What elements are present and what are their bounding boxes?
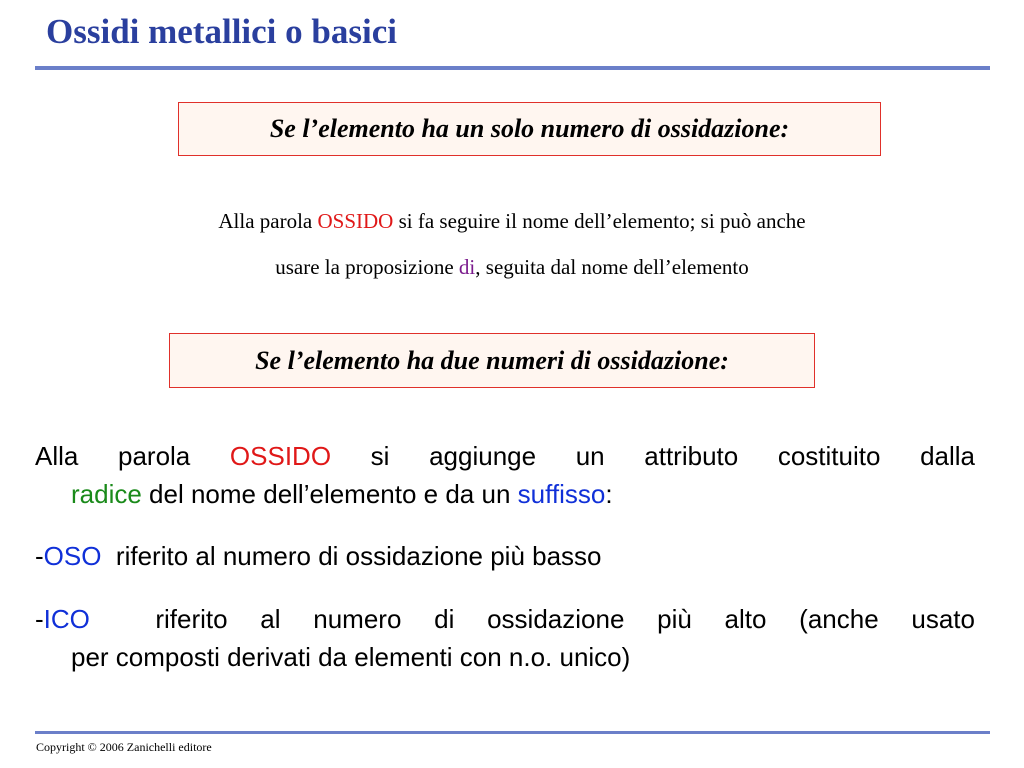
explanation-text: usare la proposizione	[275, 255, 459, 279]
paragraph-text: del nome dell’elemento e da un	[141, 479, 518, 509]
slide-title: Ossidi metallici o basici	[46, 12, 397, 51]
paragraph-text: riferito al numero di ossidazione più basso	[101, 541, 602, 571]
paragraph-text: :	[605, 479, 613, 509]
explanation-line-1	[0, 209, 1024, 234]
copyright-notice: Copyright © 2006 Zanichelli editore	[36, 740, 212, 754]
paragraph-line	[35, 600, 975, 638]
paragraph-line	[35, 638, 975, 676]
paragraph-line	[35, 475, 975, 513]
paragraph-line	[35, 437, 975, 475]
paragraph-text: riferito al numero di ossidazione più alto (anche usato	[89, 604, 975, 634]
rule-box-two-oxidation-text: Se l’elemento ha due numeri di ossidazione:	[255, 345, 729, 375]
top-divider	[35, 66, 990, 70]
paragraph-text: si aggiunge un attributo costituito dalla	[331, 441, 976, 471]
explanation-text: , seguita dal nome dell’elemento	[475, 255, 749, 279]
paragraph-attribute	[35, 437, 975, 513]
paragraph-text: per composti derivati da elementi con n.o. unico)	[71, 642, 631, 672]
keyword-radice: radice	[71, 479, 142, 509]
paragraph-text: Alla parola	[35, 441, 230, 471]
suffix-oso: OSO	[43, 541, 102, 571]
dash: -	[35, 541, 44, 571]
dash: -	[35, 604, 44, 634]
bottom-divider	[35, 731, 990, 734]
keyword-di: di	[458, 255, 476, 279]
explanation-line-2	[0, 255, 1024, 280]
keyword-suffisso: suffisso	[517, 479, 606, 509]
paragraph-suffix-oso	[35, 537, 975, 575]
keyword-ossido: OSSIDO	[229, 441, 332, 471]
rule-box-single-oxidation	[178, 102, 881, 156]
keyword-ossido: OSSIDO	[317, 209, 394, 233]
explanation-text: si fa seguire il nome dell’elemento; si può anche	[393, 209, 806, 233]
explanation-text: Alla parola	[218, 209, 318, 233]
suffix-ico: ICO	[43, 604, 90, 634]
paragraph-suffix-ico	[35, 600, 975, 676]
rule-box-two-oxidation	[169, 333, 815, 388]
paragraph-line	[35, 537, 975, 575]
rule-box-single-oxidation-text: Se l’elemento ha un solo numero di ossidazione:	[269, 114, 790, 143]
